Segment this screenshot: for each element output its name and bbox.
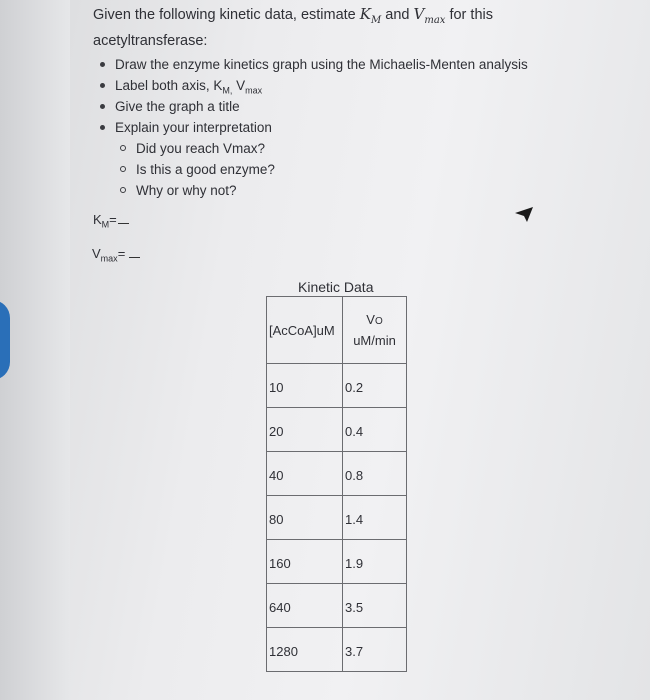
velocity-cell: 3.5 — [343, 584, 407, 628]
kinetic-data-table — [266, 296, 407, 672]
question-text: Given the following kinetic data, estimate $K_M$ and $V_{max}$ for this acetyltransferase: — [93, 5, 493, 49]
velocity-cell: 0.4 — [343, 408, 407, 452]
km-blank — [118, 223, 129, 224]
interpretation-sublist — [120, 138, 275, 201]
conc-cell: 640 — [267, 584, 343, 628]
velocity-cell: 3.7 — [343, 628, 407, 672]
table-header-row — [267, 297, 407, 364]
instruction-list — [97, 54, 528, 138]
bullet-item: Label both axis, $K_{M,}$ $V_{max}$ — [97, 75, 528, 96]
table-row — [267, 364, 407, 408]
conc-cell: 40 — [267, 452, 343, 496]
sub-bullet-item: Why or why not? — [120, 180, 275, 201]
conc-cell: 20 — [267, 408, 343, 452]
conc-cell: 80 — [267, 496, 343, 540]
table-row — [267, 408, 407, 452]
table-row — [267, 628, 407, 672]
vmax-blank — [129, 257, 140, 258]
photo-left-edge — [0, 0, 70, 700]
table-row — [267, 584, 407, 628]
table-row — [267, 496, 407, 540]
sub-bullet-item: Is this a good enzyme? — [120, 159, 275, 180]
table-row — [267, 452, 407, 496]
velocity-cell: 0.8 — [343, 452, 407, 496]
left-edge-blob — [0, 300, 10, 380]
bullet-item: Draw the enzyme kinetics graph using the Michaelis-Menten analysis — [97, 54, 528, 75]
header-concentration: [AcCoA]uM — [267, 297, 343, 364]
mouse-cursor-icon — [513, 205, 535, 223]
velocity-cell: 1.9 — [343, 540, 407, 584]
vmax-answer-line: $V_{max}=$ — [92, 246, 140, 264]
table-caption: Kinetic Data — [298, 279, 374, 295]
conc-cell: 160 — [267, 540, 343, 584]
bullet-item: Explain your interpretation — [97, 117, 528, 138]
header-velocity: VO uM/min — [343, 297, 407, 364]
conc-cell: 10 — [267, 364, 343, 408]
table-row — [267, 540, 407, 584]
velocity-cell: 0.2 — [343, 364, 407, 408]
velocity-cell: 1.4 — [343, 496, 407, 540]
km-answer-line: $K_M=$ — [93, 212, 129, 230]
sub-bullet-item: Did you reach Vmax? — [120, 138, 275, 159]
conc-cell: 1280 — [267, 628, 343, 672]
bullet-item: Give the graph a title — [97, 96, 528, 117]
